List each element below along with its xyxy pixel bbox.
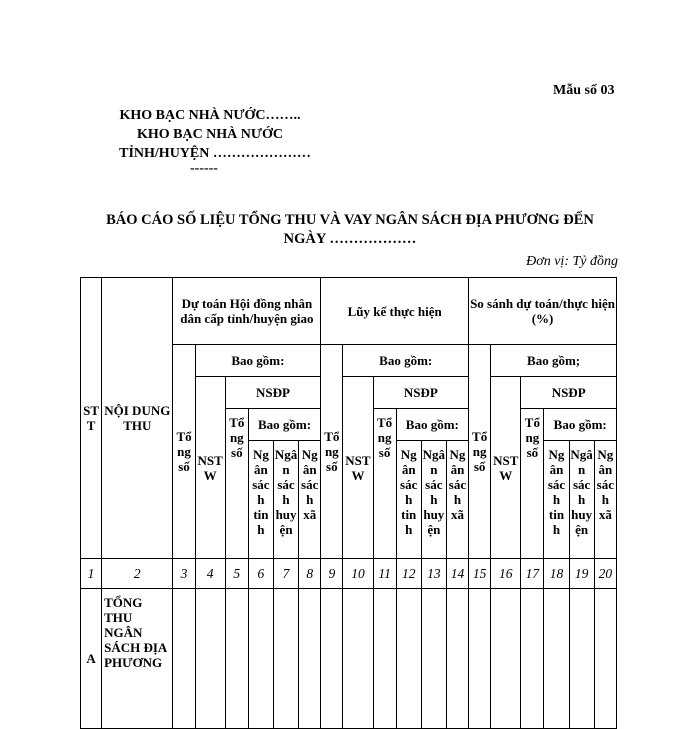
stt-header: ST T [81, 278, 102, 559]
row-stt: A [81, 589, 102, 729]
org-line: TỈNH/HUYỆN ………………… [119, 146, 311, 161]
data-cell [446, 589, 468, 729]
commune-budget-header: Ng ân sác h xã [299, 441, 321, 559]
organization-header [100, 106, 320, 175]
commune-budget-header: Ng ân sác h xã [594, 441, 616, 559]
cumulative-group-header: Lũy kế thực hiện [321, 278, 469, 345]
data-cell [544, 589, 569, 729]
column-number: 3 [173, 559, 195, 589]
unit-label: Đơn vị: Tỷ đồng [526, 254, 618, 269]
subtotal-header: Tổ ng số [521, 409, 544, 559]
column-number: 5 [225, 559, 248, 589]
title-line: NGÀY ……………… [283, 231, 417, 247]
includes-header: Bao gồm: [195, 345, 321, 377]
subtotal-header: Tổ ng số [373, 409, 396, 559]
data-cell [273, 589, 298, 729]
data-cell [195, 589, 225, 729]
column-number: 17 [521, 559, 544, 589]
province-budget-header: Ng ân sác h tin h [248, 441, 273, 559]
district-budget-header: Ngâ n sác h huy ện [569, 441, 594, 559]
data-cell [491, 589, 521, 729]
column-number-row [81, 559, 617, 589]
column-number: 6 [248, 559, 273, 589]
data-cell [343, 589, 373, 729]
column-number: 14 [446, 559, 468, 589]
column-number: 13 [421, 559, 446, 589]
column-number: 9 [321, 559, 343, 589]
data-cell [373, 589, 396, 729]
column-number: 1 [81, 559, 102, 589]
data-cell [225, 589, 248, 729]
org-line: KHO BẠC NHÀ NƯỚC…….. [119, 108, 301, 123]
estimate-group-header: Dự toán Hội đồng nhân dân cấp tỉnh/huyện giao [173, 278, 321, 345]
column-number: 10 [343, 559, 373, 589]
province-budget-header: Ng ân sác h tin h [544, 441, 569, 559]
data-cell [569, 589, 594, 729]
report-title [80, 211, 620, 249]
data-cell [396, 589, 421, 729]
data-cell [521, 589, 544, 729]
includes-header: Bao gồm: [343, 345, 469, 377]
includes-header: Bao gồm: [544, 409, 617, 441]
column-number: 11 [373, 559, 396, 589]
column-number: 19 [569, 559, 594, 589]
includes-header: Bao gồm: [396, 409, 468, 441]
data-cell [469, 589, 491, 729]
column-number: 4 [195, 559, 225, 589]
column-number: 16 [491, 559, 521, 589]
data-cell [248, 589, 273, 729]
total-header: Tổ ng số [321, 345, 343, 559]
content-header: NỘI DUNG THU [102, 278, 173, 559]
row-content: TỔNG THU NGÂN SÁCH ĐỊA PHƯƠNG [102, 589, 173, 729]
report-table [80, 277, 617, 729]
data-cell [173, 589, 195, 729]
province-budget-header: Ng ân sác h tin h [396, 441, 421, 559]
org-line: KHO BẠC NHÀ NƯỚC [136, 127, 284, 142]
column-number: 18 [544, 559, 569, 589]
data-cell [321, 589, 343, 729]
district-budget-header: Ngâ n sác h huy ện [421, 441, 446, 559]
includes-header: Bao gồm: [248, 409, 320, 441]
column-number: 8 [299, 559, 321, 589]
comparison-group-header: So sánh dự toán/thực hiện (%) [469, 278, 617, 345]
nsdp-header: NSĐP [373, 377, 469, 409]
column-number: 15 [469, 559, 491, 589]
includes-header: Bao gồm; [491, 345, 617, 377]
nstw-header: NST W [491, 377, 521, 559]
subtotal-header: Tổ ng số [225, 409, 248, 559]
commune-budget-header: Ng ân sác h xã [446, 441, 468, 559]
nsdp-header: NSĐP [225, 377, 321, 409]
column-number: 2 [102, 559, 173, 589]
title-line: BÁO CÁO SỐ LIỆU TỔNG THU VÀ VAY NGÂN SÁCH ĐỊA PHƯƠNG ĐẾN [106, 212, 594, 228]
nsdp-header: NSĐP [521, 377, 617, 409]
table-row [81, 589, 617, 729]
column-number: 7 [273, 559, 298, 589]
column-number: 12 [396, 559, 421, 589]
data-cell [299, 589, 321, 729]
form-number: Mẫu số 03 [553, 83, 615, 98]
nstw-header: NST W [343, 377, 373, 559]
district-budget-header: Ngâ n sác h huy ện [273, 441, 298, 559]
data-cell [421, 589, 446, 729]
column-number: 20 [594, 559, 616, 589]
data-cell [594, 589, 616, 729]
total-header: Tổ ng số [173, 345, 195, 559]
nstw-header: NST W [195, 377, 225, 559]
org-divider: ------ [190, 161, 218, 176]
total-header: Tổ ng số [469, 345, 491, 559]
